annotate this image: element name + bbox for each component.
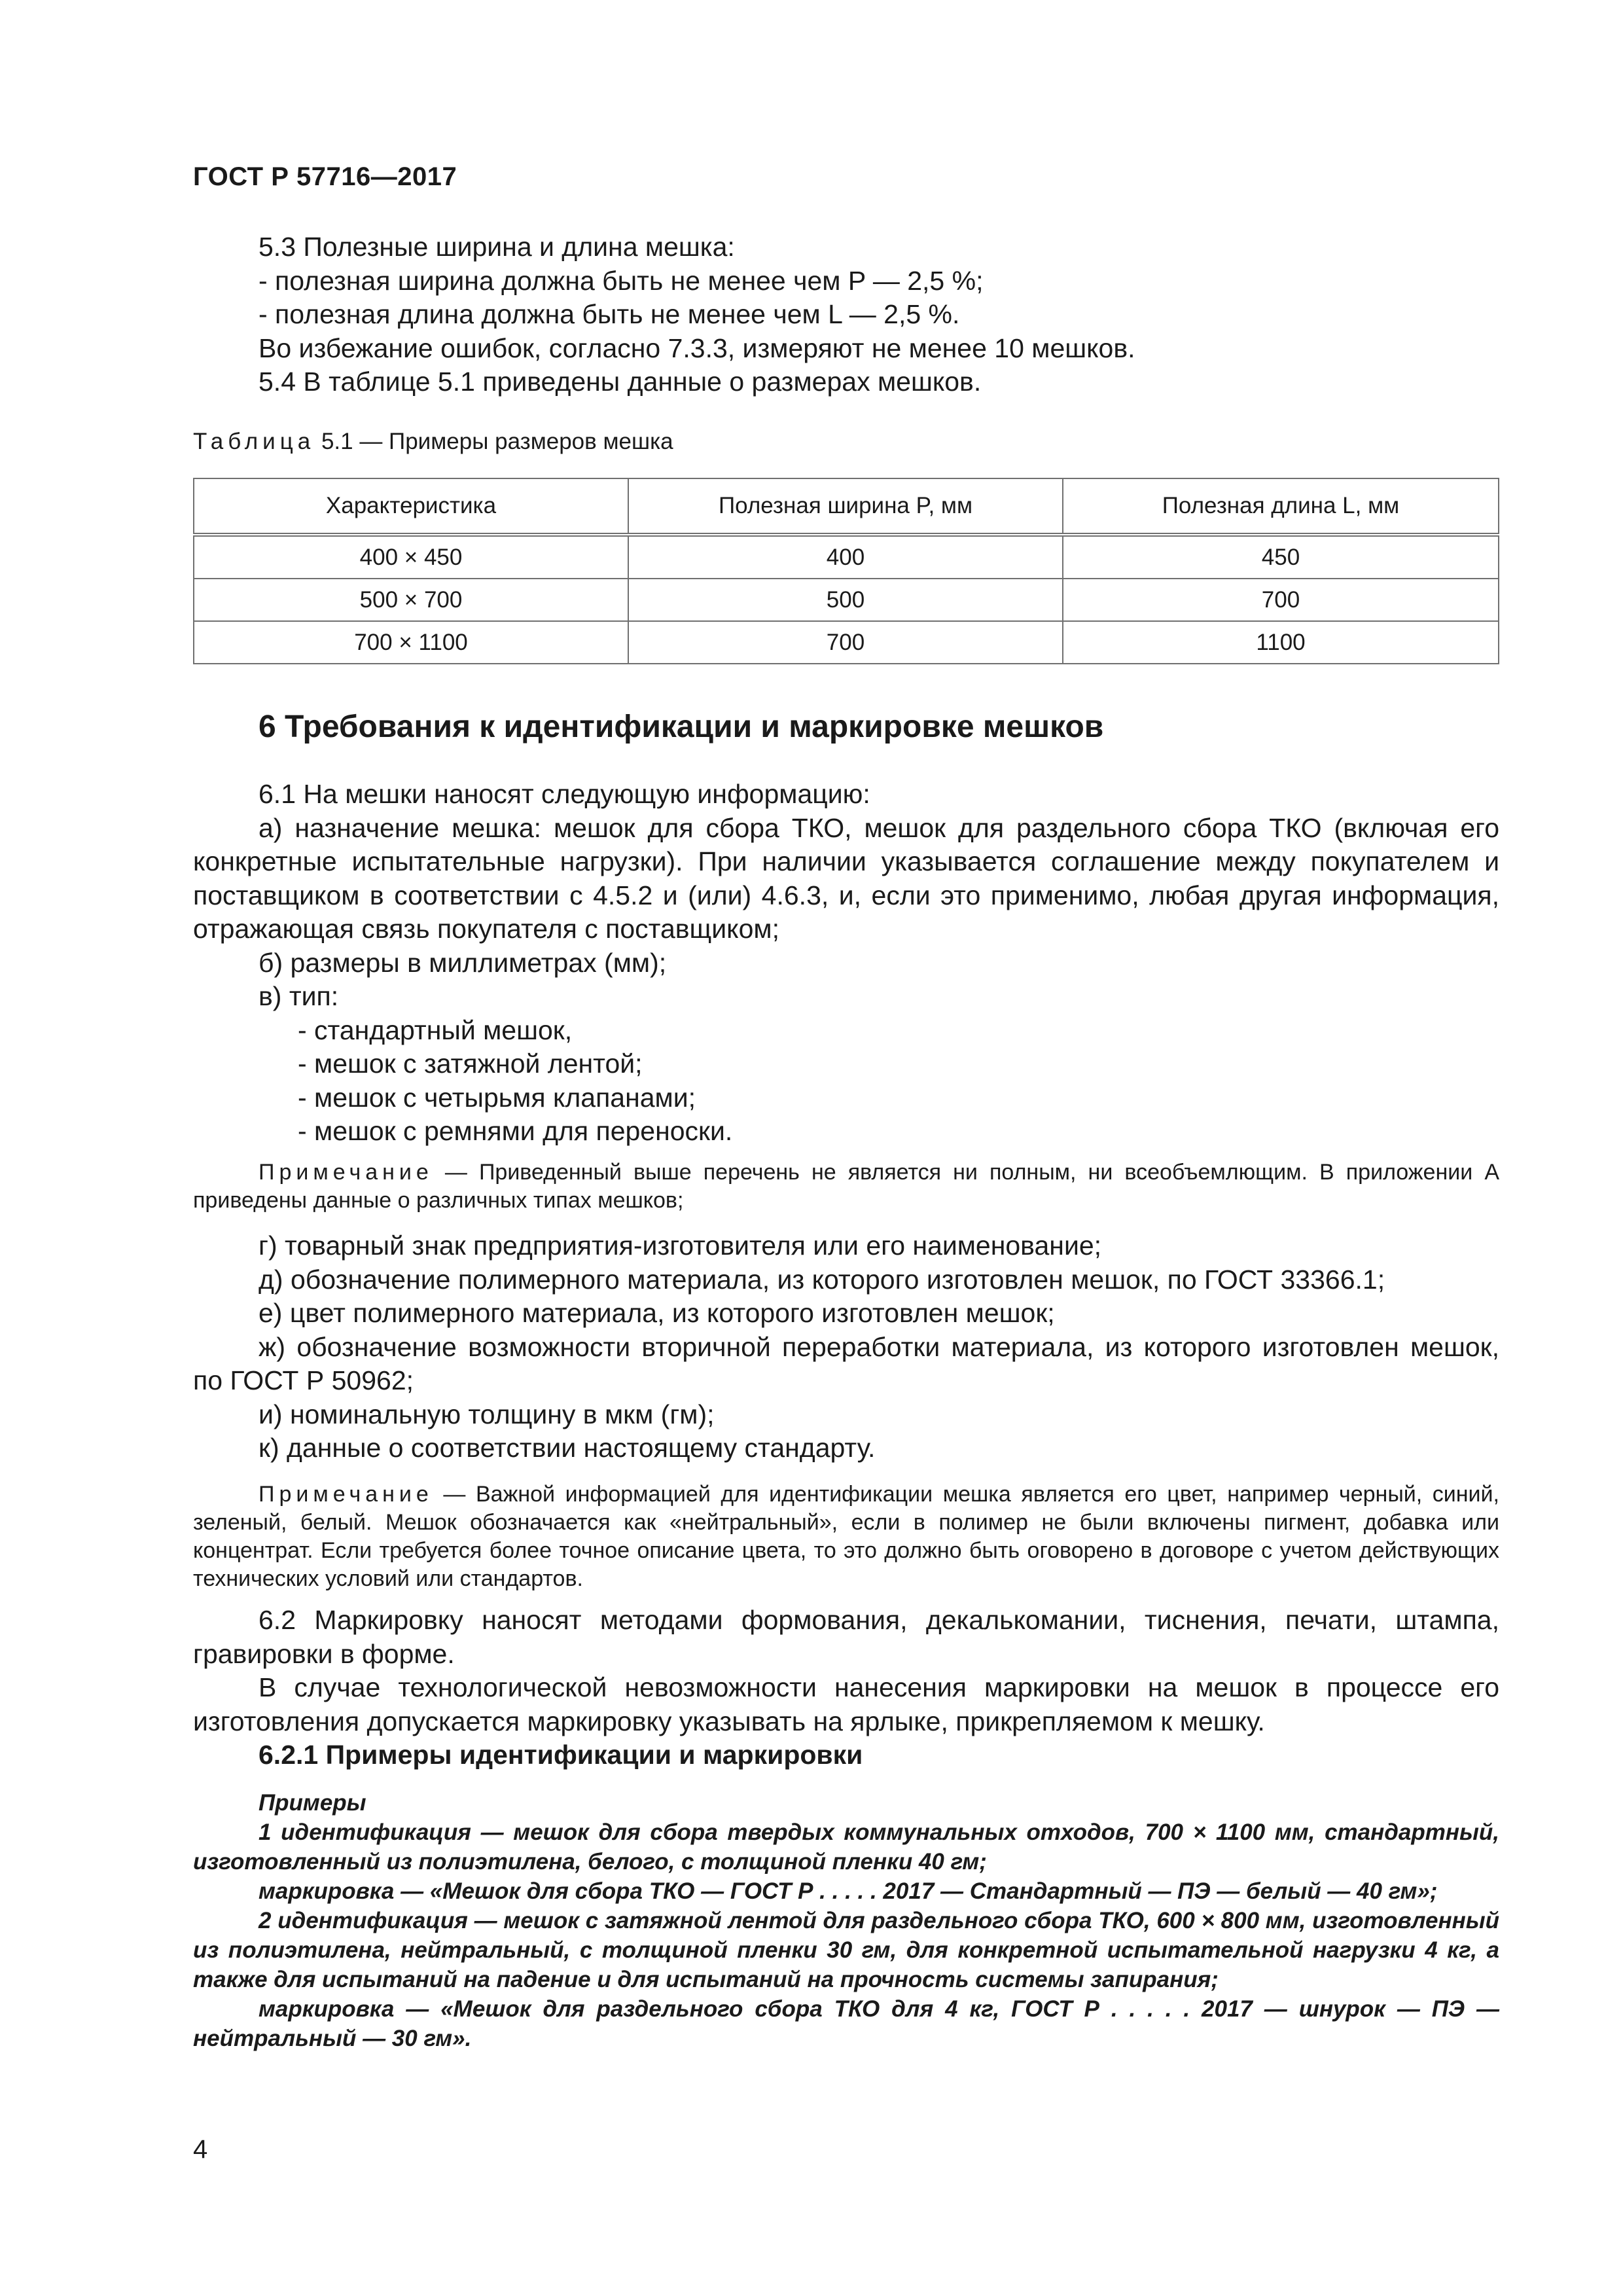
clause-6-2-1-title: 6.2.1 Примеры идентификации и маркировки [259,1740,863,1770]
note-1-label: Примечание [259,1160,433,1185]
table-cell: 700 × 1100 [194,621,628,664]
clause-6-2-label-alt: В случае технологической невозможности нанесения маркировки на мешок в процессе его изготовления допускается маркировку указывать на ярлыке, прикрепляемом к мешку. [193,1672,1499,1736]
table-row [194,535,1499,579]
example-2-marking: маркировка — «Мешок для раздельного сбора ТКО для 4 кг, ГОСТ Р . . . . . 2017 — шнурок — ПЭ — нейтральный — 30 гм». [193,1996,1499,2051]
bag-sizes-table [193,478,1499,664]
table-caption [193,429,673,455]
table-header-row [194,478,1499,535]
section-6-2-block [193,1604,1499,1772]
clause-5-3-length: - полезная длина должна быть не менее чем L — 2,5 %. [259,299,960,329]
item-i: и) номинальную толщину в мкм (гм); [259,1399,715,1429]
section-5-3-block [193,230,1499,399]
note-1-text: — Приведенный выше перечень не является ни полным, ни всеобъемлющим. В приложении А приведены данные о различных типах мешков; [193,1160,1499,1213]
item-g: г) товарный знак предприятия-изготовителя или его наименование; [259,1230,1102,1261]
note-2-text: — Важной информацией для идентификации мешка является его цвет, например черный, синий, зеленый, белый. Мешок обозначается как «нейтральный», если в полимер не были включены пигмент, добавка или концентрат. Если требуется более точное описание цвета, то это должно быть оговорено в договоре с учетом действующих технических условий или стандартов. [193,1482,1499,1591]
examples-block [193,1788,1499,2053]
table-row [194,621,1499,664]
item-zh: ж) обозначение возможности вторичной переработки материала, из которого изготовлен мешок, по ГОСТ Р 50962; [193,1331,1499,1395]
type-item: - мешок с затяжной лентой; [298,1049,643,1079]
note-2-label: Примечание [259,1482,433,1507]
table-row [194,579,1499,621]
example-1-marking: маркировка — «Мешок для сбора ТКО — ГОСТ Р . . . . . 2017 — Стандартный — ПЭ — белый — 40 гм»; [259,1878,1438,1904]
item-b: б) размеры в миллиметрах (мм); [259,947,667,978]
clause-5-3-width: - полезная ширина должна быть не менее чем P — 2,5 %; [259,265,984,296]
item-e: е) цвет полимерного материала, из которого изготовлен мешок; [259,1298,1055,1328]
table-cell: 500 × 700 [194,579,628,621]
type-item: - мешок с четырьмя клапанами; [298,1082,696,1113]
section-6-heading: 6 Требования к идентификации и маркировке мешков [259,709,1104,744]
clause-6-1: 6.1 На мешки наносят следующую информацию: [259,779,870,809]
note-2 [193,1480,1499,1593]
table-cell: 700 [628,621,1063,664]
table-cell: 400 [628,535,1063,579]
note-2-block [193,1480,1499,1593]
section-6-1-block [193,778,1499,1149]
clause-6-2: 6.2 Маркировку наносят методами формования, декалькомании, тиснения, печати, штампа, гравировки в форме. [193,1605,1499,1669]
example-1-identification: 1 идентификация — мешок для сбора твердых коммунальных отходов, 700 × 1100 мм, стандартный, изготовленный из полиэтилена, белого, с толщиной пленки 40 гм; [193,1820,1499,1874]
table-caption-label: Таблица [193,429,315,454]
type-item: - стандартный мешок, [298,1014,573,1045]
item-a: а) назначение мешка: мешок для сбора ТКО, мешок для раздельного сбора ТКО (включая его конкретные испытательные нагрузки). При наличии указывается соглашение между покупателем и поставщиком в соответствии с 4.5.2 и (или) 4.6.3, и, если это применимо, любая другая информация, отражающая связь покупателя с поставщиком; [193,812,1499,944]
table-cell: 500 [628,579,1063,621]
clause-5-4: 5.4 В таблице 5.1 приведены данные о размерах мешков. [259,367,982,397]
document-code-header: ГОСТ Р 57716—2017 [193,162,457,191]
clause-5-3-note: Во избежание ошибок, согласно 7.3.3, измеряют не менее 10 мешков. [259,332,1135,363]
table-cell: 1100 [1063,621,1499,664]
table-header-cell: Полезная ширина P, мм [628,478,1063,535]
table-cell: 400 × 450 [194,535,628,579]
clause-5-3-title: 5.3 Полезные ширина и длина мешка: [259,232,735,262]
note-1-block [193,1158,1499,1215]
items-g-k-block [193,1229,1499,1465]
example-2-identification: 2 идентификация — мешок с затяжной лентой для раздельного сбора ТКО, 600 × 800 мм, изготовленный из полиэтилена, нейтральный, с толщиной пленки 30 гм, для конкретной испытательной нагрузки 4 кг, а также для испытаний на падение и для испытаний на прочность системы запирания; [193,1908,1499,1992]
examples-title: Примеры [259,1790,366,1816]
item-v: в) тип: [259,981,339,1011]
table-cell: 450 [1063,535,1499,579]
table-cell: 700 [1063,579,1499,621]
page-number: 4 [193,2135,208,2164]
table-header-cell: Характеристика [194,478,628,535]
type-item: - мешок с ремнями для переноски. [298,1116,733,1146]
note-1 [193,1158,1499,1215]
table-header-cell: Полезная длина L, мм [1063,478,1499,535]
table-caption-text: 5.1 — Примеры размеров мешка [315,429,673,454]
item-k: к) данные о соответствии настоящему стандарту. [259,1433,876,1463]
item-d: д) обозначение полимерного материала, из которого изготовлен мешок, по ГОСТ 33366.1; [259,1264,1385,1295]
